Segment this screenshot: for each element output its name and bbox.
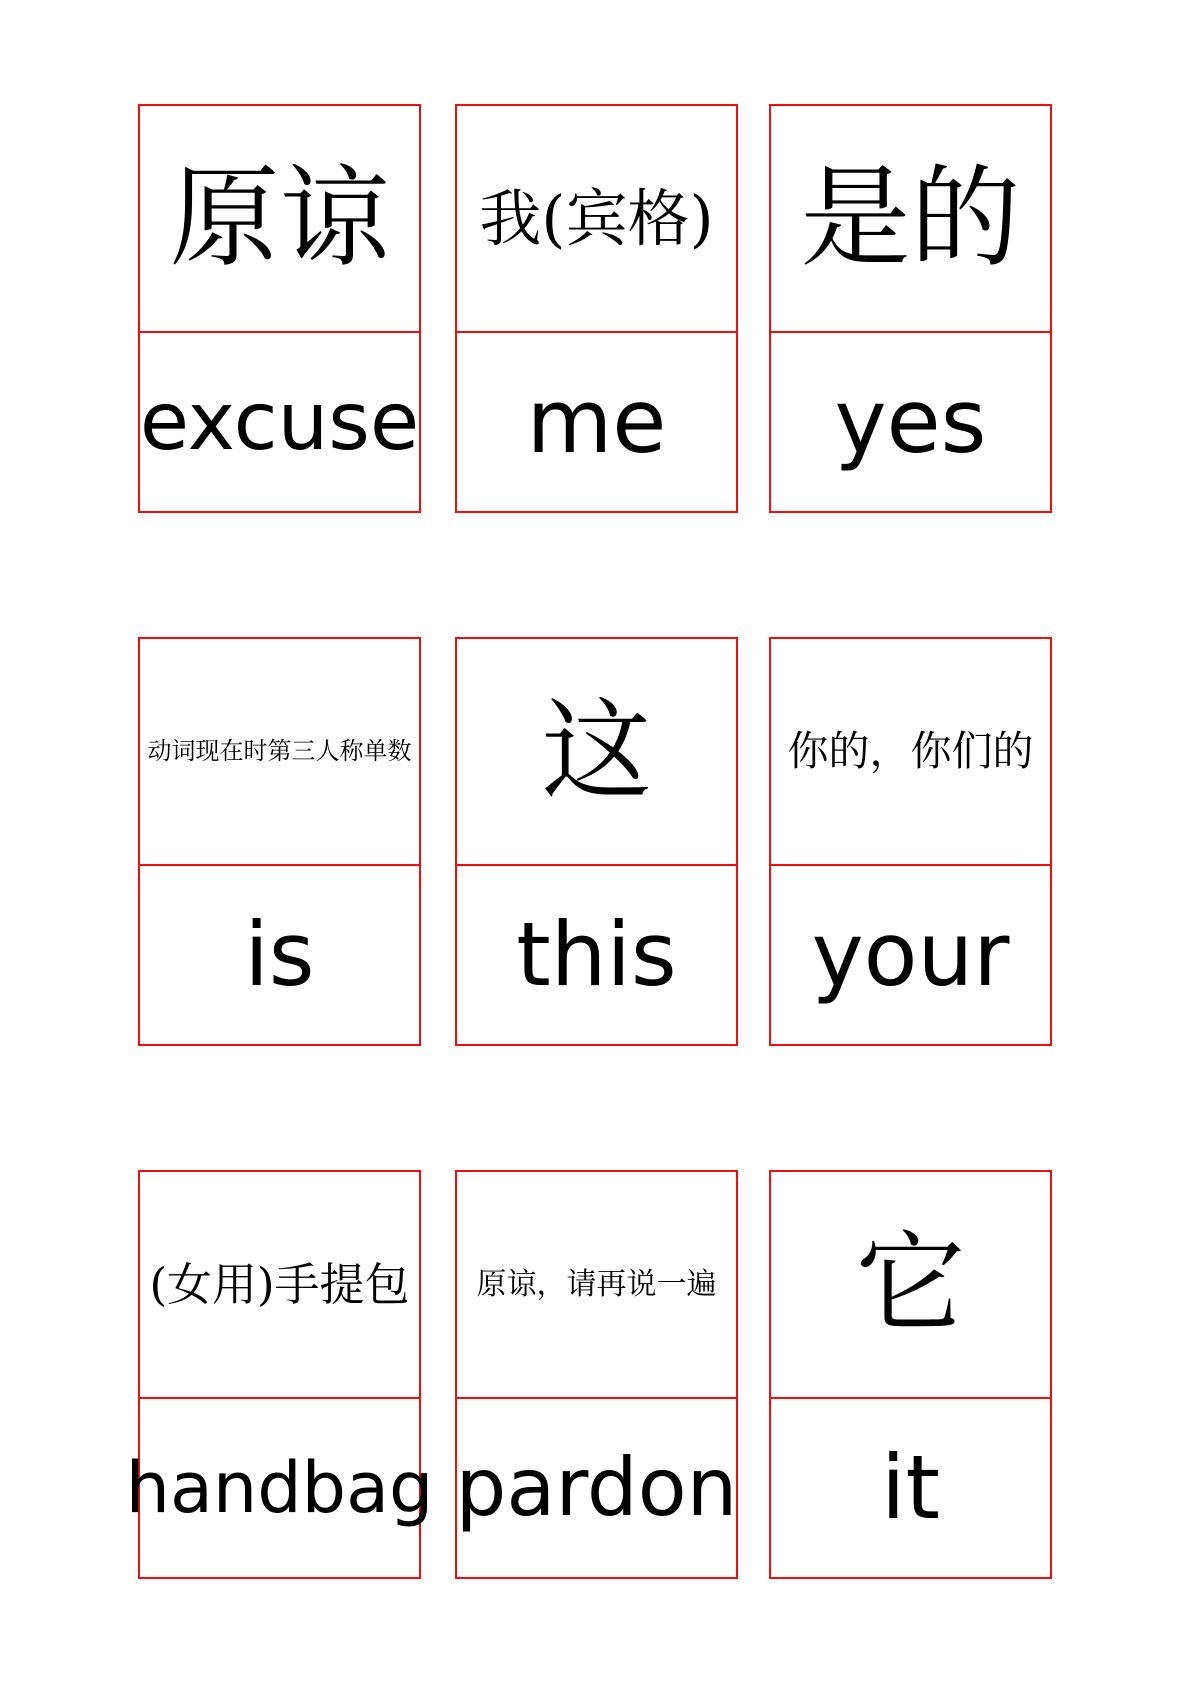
chinese-term: 动词现在时第三人称单数 — [140, 639, 419, 866]
flashcard-yes — [769, 104, 1052, 513]
flashcard-this — [455, 637, 738, 1046]
flashcard-excuse — [138, 104, 421, 513]
chinese-term: 我(宾格) — [457, 106, 736, 333]
chinese-term: 你的，你们的 — [771, 639, 1050, 866]
english-term: excuse — [139, 375, 420, 468]
flashcard-it — [769, 1170, 1052, 1579]
flashcard-your — [769, 637, 1052, 1046]
flashcard-me — [455, 104, 738, 513]
english-term: your — [811, 903, 1010, 1006]
english-term: pardon — [455, 1441, 738, 1534]
chinese-term: 这 — [457, 639, 736, 866]
flashcard-pardon — [455, 1170, 738, 1579]
english-term: this — [516, 903, 677, 1006]
english-term: yes — [834, 370, 987, 473]
chinese-term: (女用)手提包 — [140, 1172, 419, 1399]
chinese-term: 它 — [771, 1172, 1050, 1399]
chinese-term: 是的 — [771, 106, 1050, 333]
flashcard-handbag — [125, 1170, 434, 1579]
flashcard-is — [138, 637, 421, 1046]
english-term: it — [881, 1436, 940, 1539]
english-term: me — [526, 370, 667, 473]
english-term: handbag — [125, 1447, 434, 1529]
english-term: is — [244, 903, 315, 1006]
chinese-term: 原谅 — [140, 106, 419, 333]
chinese-term: 原谅，请再说一遍 — [457, 1172, 736, 1399]
